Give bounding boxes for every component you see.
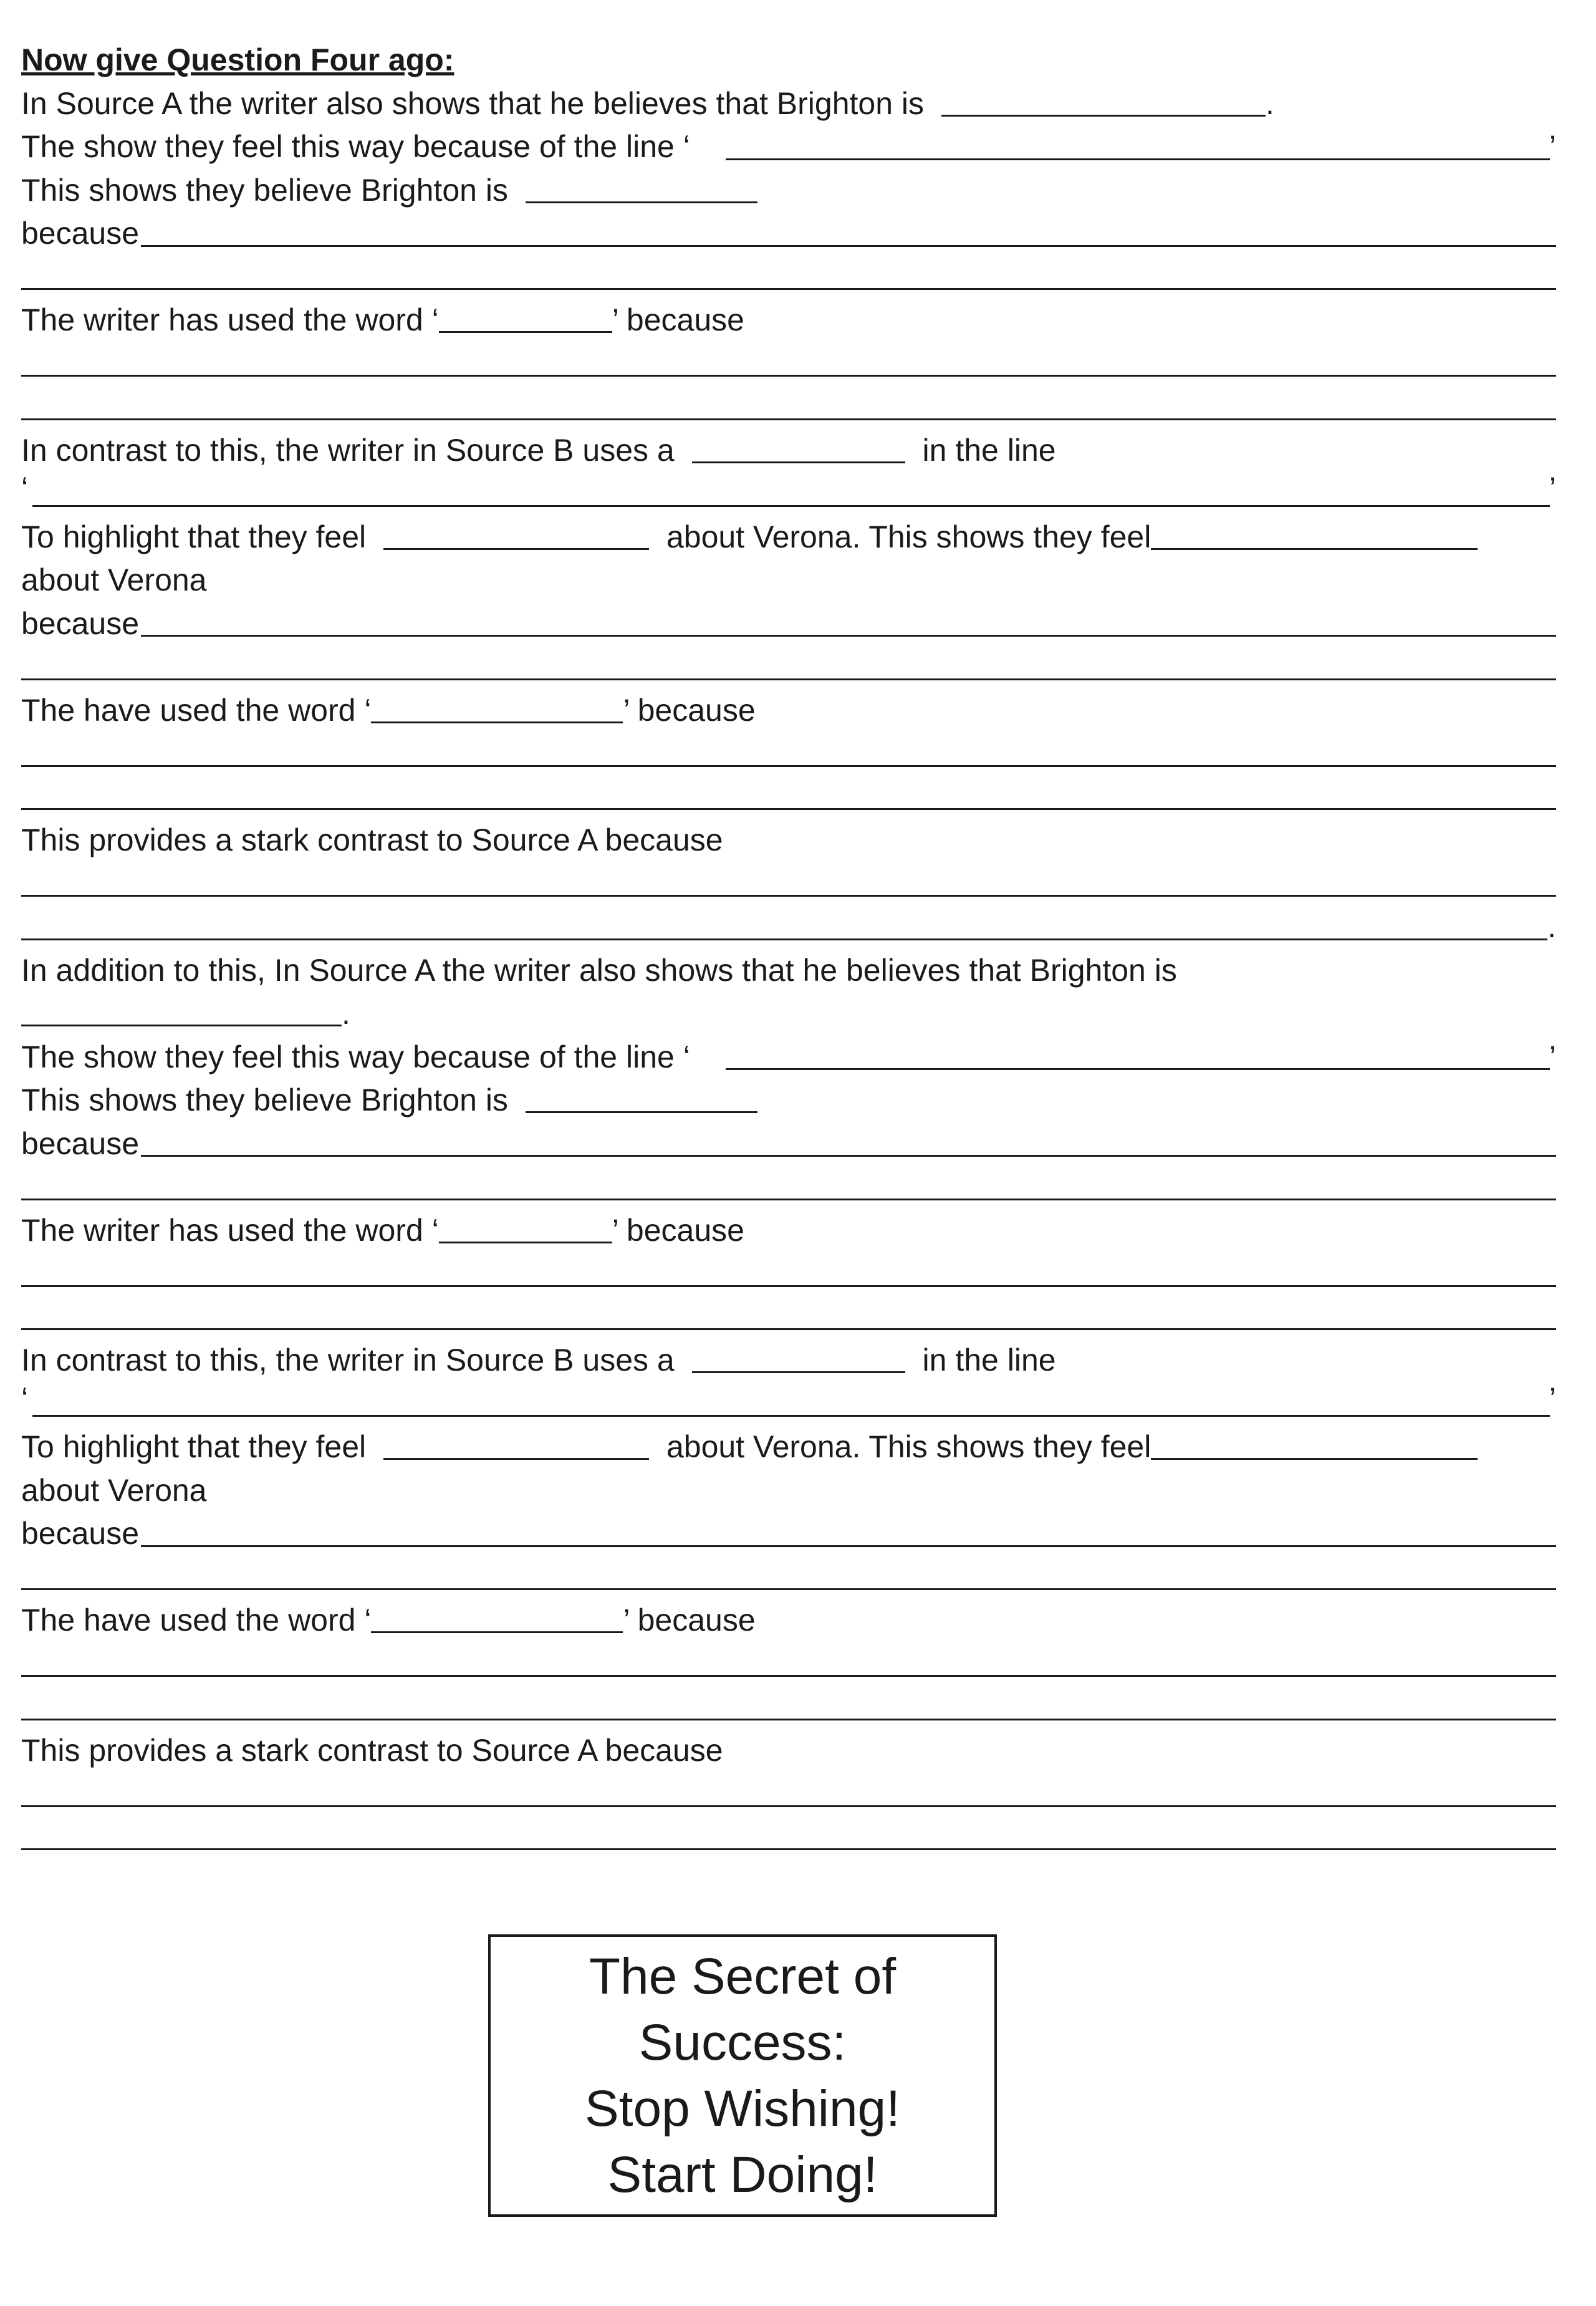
in-the-line-label: in the line xyxy=(922,432,1056,468)
word-choice-row xyxy=(21,1209,1556,1253)
word-choice-prompt: The writer has used the word ‘ xyxy=(21,302,439,337)
quote-line-prompt: The show they feel this way because of the line ‘ xyxy=(21,1039,690,1074)
opening-quote: ‘ xyxy=(21,1381,29,1416)
word-choice-prompt: The writer has used the word ‘ xyxy=(21,1212,439,1248)
answer-line[interactable]: . xyxy=(21,905,1556,949)
answer-line[interactable] xyxy=(21,732,1556,776)
quote-blank[interactable] xyxy=(726,158,1550,160)
word-blank[interactable] xyxy=(371,690,623,723)
source-b-quote-row xyxy=(21,1382,1556,1426)
quote-line-row xyxy=(21,1036,1556,1079)
answer-line[interactable] xyxy=(21,1816,1556,1860)
source-b-technique-row xyxy=(21,429,1556,473)
verona-shows-label: about Verona. This shows they feel xyxy=(666,1429,1151,1464)
because-label: because xyxy=(21,1516,140,1551)
contrast-prompt: This provides a stark contrast to Source A because xyxy=(21,823,723,857)
about-verona-label: about Verona xyxy=(21,562,207,597)
word-blank[interactable] xyxy=(439,1210,612,1243)
source-b-quote-blank[interactable] xyxy=(32,505,1550,507)
answer-line[interactable] xyxy=(21,645,1556,689)
source-b-quote-row xyxy=(21,472,1556,516)
closing-quote: ’ xyxy=(1549,1381,1556,1416)
word-choice-suffix: ’ because xyxy=(612,302,744,337)
answer-line[interactable] xyxy=(21,1556,1556,1599)
motto-line: Success: xyxy=(638,2014,847,2071)
because-blank[interactable] xyxy=(141,1545,1556,1547)
contrast-prompt: This provides a stark contrast to Source A because xyxy=(21,1732,723,1768)
word-choice-row xyxy=(21,299,1556,342)
word-blank[interactable] xyxy=(439,300,612,333)
quote-line-prompt: The show they feel this way because of the line ‘ xyxy=(21,129,690,164)
brighton-view-prompt: In addition to this, In Source A the writer also shows that he believes that Brighton is xyxy=(21,952,1177,988)
closing-quote: ’ xyxy=(1549,1039,1556,1074)
technique-blank[interactable] xyxy=(692,1340,905,1373)
motto-line: Start Doing! xyxy=(607,2146,878,2203)
shows-feel-blank[interactable] xyxy=(1151,1427,1478,1460)
answer-line[interactable] xyxy=(21,1772,1556,1816)
opening-quote: ‘ xyxy=(21,471,29,506)
motto-line: Stop Wishing! xyxy=(585,2080,900,2137)
motto-box xyxy=(488,1934,997,2217)
verona-feeling-row xyxy=(21,516,1556,559)
feeling-blank[interactable] xyxy=(383,517,649,550)
quote-line-row xyxy=(21,125,1556,169)
quote-blank[interactable] xyxy=(726,1068,1550,1070)
belief-blank[interactable] xyxy=(526,1080,757,1113)
word-choice-row xyxy=(21,1599,1556,1643)
source-b-technique-prompt: In contrast to this, the writer in Source B uses a xyxy=(21,432,675,468)
feeling-blank[interactable] xyxy=(383,1427,649,1460)
brighton-view-prompt: In Source A the writer also shows that he believes that Brighton is xyxy=(21,85,925,121)
because-label: because xyxy=(21,1126,140,1161)
word-choice-row xyxy=(21,689,1556,733)
belief-prompt: This shows they believe Brighton is xyxy=(21,1083,508,1117)
answer-line[interactable] xyxy=(21,776,1556,819)
shows-feel-blank[interactable] xyxy=(1151,517,1478,550)
verona-feeling-row xyxy=(21,1426,1556,1469)
because-blank[interactable] xyxy=(141,635,1556,637)
word-choice-prompt: The have used the word ‘ xyxy=(21,1603,372,1638)
answer-line[interactable] xyxy=(21,1296,1556,1339)
about-verona-label: about Verona xyxy=(21,1472,207,1508)
verona-feeling-prompt: To highlight that they feel xyxy=(21,1429,367,1464)
about-verona-row xyxy=(21,559,1556,602)
belief-blank[interactable] xyxy=(526,170,757,203)
belief-row xyxy=(21,1079,1556,1122)
closing-quote: ’ xyxy=(1549,471,1556,506)
word-choice-suffix: ’ because xyxy=(612,1212,744,1248)
worksheet xyxy=(21,39,1556,1859)
because-blank[interactable] xyxy=(141,1155,1556,1157)
closing-quote: ’ xyxy=(1549,129,1556,164)
answer-line[interactable] xyxy=(21,1252,1556,1296)
belief-prompt: This shows they believe Brighton is xyxy=(21,172,508,208)
because-label: because xyxy=(21,216,140,251)
source-b-technique-prompt: In contrast to this, the writer in Source B uses a xyxy=(21,1343,675,1377)
verona-shows-label: about Verona. This shows they feel xyxy=(666,519,1151,554)
because-row xyxy=(21,602,1556,646)
brighton-view-blank-row: . xyxy=(21,992,1556,1036)
in-the-line-label: in the line xyxy=(922,1343,1056,1377)
word-choice-prompt: The have used the word ‘ xyxy=(21,692,372,728)
answer-line[interactable] xyxy=(21,342,1556,386)
word-blank[interactable] xyxy=(371,1600,623,1633)
brighton-view-row xyxy=(21,949,1556,993)
answer-line[interactable] xyxy=(21,1686,1556,1729)
because-row xyxy=(21,212,1556,256)
brighton-view-blank[interactable] xyxy=(941,84,1266,117)
because-row xyxy=(21,1122,1556,1166)
worksheet-heading-row xyxy=(21,39,1556,82)
because-blank[interactable] xyxy=(141,245,1556,247)
source-b-quote-blank[interactable] xyxy=(32,1415,1550,1417)
about-verona-row xyxy=(21,1469,1556,1513)
word-choice-suffix: ’ because xyxy=(623,692,756,728)
brighton-view-blank[interactable] xyxy=(21,993,342,1026)
because-row xyxy=(21,1512,1556,1556)
contrast-row xyxy=(21,1729,1556,1773)
source-b-technique-row xyxy=(21,1339,1556,1382)
contrast-row xyxy=(21,819,1556,862)
answer-line[interactable] xyxy=(21,385,1556,429)
answer-line[interactable] xyxy=(21,862,1556,906)
word-choice-suffix: ’ because xyxy=(623,1603,756,1638)
answer-line[interactable] xyxy=(21,1165,1556,1209)
verona-feeling-prompt: To highlight that they feel xyxy=(21,519,367,554)
because-label: because xyxy=(21,605,140,641)
belief-row xyxy=(21,169,1556,213)
worksheet-heading: Now give Question Four ago: xyxy=(21,42,454,77)
answer-line[interactable] xyxy=(21,256,1556,299)
answer-line[interactable] xyxy=(21,1643,1556,1686)
technique-blank[interactable] xyxy=(692,430,905,463)
motto-line: The Secret of xyxy=(589,1947,897,2005)
brighton-view-row: In Source A the writer also shows that he believes that Brighton is . xyxy=(21,82,1556,126)
